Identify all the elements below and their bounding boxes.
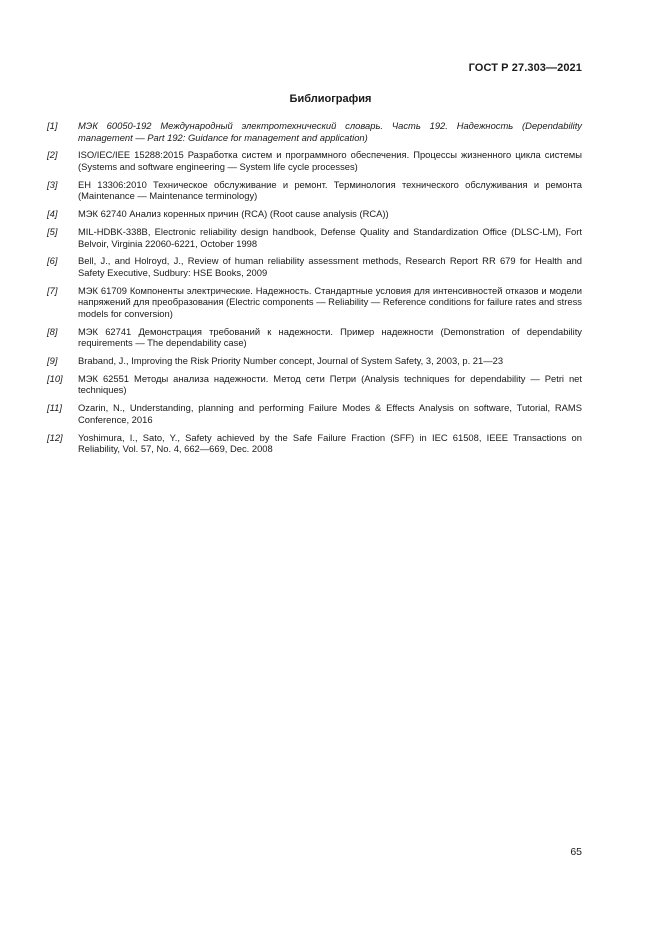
bibliography-entry-number: [9] xyxy=(47,355,58,366)
bibliography-entry-number: [5] xyxy=(47,225,58,237)
bibliography-entry-text: ЕН 13306:2010 Техническое обслуживание и ремонт. Терминология технического обслуживания и ремонта (Maintenance — Maintenance terminology) xyxy=(78,178,582,202)
bibliography-entry-number: [11] xyxy=(47,402,62,414)
bibliography-entry-text: Braband, J., Improving the Risk Priority Number concept, Journal of System Safety, 3, 2003, p. 21—23 xyxy=(78,355,504,366)
bibliography-entry-text: МЭК 62741 Демонстрация требований к надежности. Пример надежности (Demonstration of dependability requirements — The dependability case) xyxy=(78,325,582,349)
bibliography-entry xyxy=(47,285,582,320)
bibliography-entry-number: [7] xyxy=(47,284,58,296)
bibliography-entry xyxy=(47,179,582,202)
page-number: 65 xyxy=(570,846,582,858)
section-title: Библиография xyxy=(289,93,372,105)
bibliography-entry-text: Yoshimura, I., Sato, Y., Safety achieved by the Safe Failure Fraction (SFF) in IEC 61508, IEEE Transactions on Reliability, Vol. 57, No. 4, 662—669, Dec. 2008 xyxy=(78,431,582,455)
bibliography-entry xyxy=(47,326,582,349)
bibliography-entry xyxy=(47,149,582,172)
bibliography-entry-number: [2] xyxy=(47,149,58,161)
bibliography-entry xyxy=(47,226,582,249)
bibliography-entry xyxy=(47,255,582,278)
bibliography-list xyxy=(47,120,582,461)
bibliography-entry-text: МЭК 62740 Анализ коренных причин (RCA) (Root cause analysis (RCA)) xyxy=(78,208,389,220)
bibliography-entry-text: МЭК 62551 Методы анализа надежности. Метод сети Петри (Analysis techniques for dependability — Petri net techniques) xyxy=(78,372,582,396)
bibliography-entry-text: МЭК 60050-192 Международный электротехнический словарь. Часть 192. Надежность (Dependability management — Part 192: Guidance for management and application) xyxy=(78,120,582,143)
bibliography-entry xyxy=(47,120,582,143)
bibliography-entry-text: ISO/IEC/IEE 15288:2015 Разработка систем и программного обеспечения. Процессы жизненного цикла системы (Systems and software engineering — System life cycle processes) xyxy=(78,149,582,172)
document-id-header: ГОСТ Р 27.303—2021 xyxy=(468,62,582,74)
bibliography-entry-number: [8] xyxy=(47,325,58,337)
bibliography-entry-number: [6] xyxy=(47,255,58,267)
bibliography-entry-number: [3] xyxy=(47,178,58,190)
bibliography-entry-text: Bell, J., and Holroyd, J., Review of human reliability assessment methods, Research Report RR 679 for Health and Safety Executive, Sudbury: HSE Books, 2009 xyxy=(78,255,582,278)
bibliography-entry-number: [1] xyxy=(47,120,58,131)
bibliography-entry-text: Ozarin, N., Understanding, planning and performing Failure Modes & Effects Analysis on software, Tutorial, RAMS Conference, 2016 xyxy=(78,402,582,425)
bibliography-entry xyxy=(47,373,582,396)
bibliography-entry-number: [12] xyxy=(47,431,63,443)
bibliography-entry xyxy=(47,402,582,425)
bibliography-entry-text: МЭК 61709 Компоненты электрические. Надежность. Стандартные условия для интенсивностей отказов и модели напряжений для преобразования (Electric components — Reliability — Reference conditions for failure rates and stress models for conversion) xyxy=(78,284,582,319)
bibliography-entry xyxy=(47,355,582,367)
bibliography-entry xyxy=(47,208,582,220)
bibliography-entry-text: MIL-HDBK-338B, Electronic reliability design handbook, Defense Quality and Standardization Office (DLSC-LM), Fort Belvoir, Virginia 22060-6221, October 1998 xyxy=(78,225,582,249)
bibliography-entry xyxy=(47,432,582,455)
bibliography-entry-number: [4] xyxy=(47,208,58,220)
bibliography-entry-number: [10] xyxy=(47,372,63,384)
